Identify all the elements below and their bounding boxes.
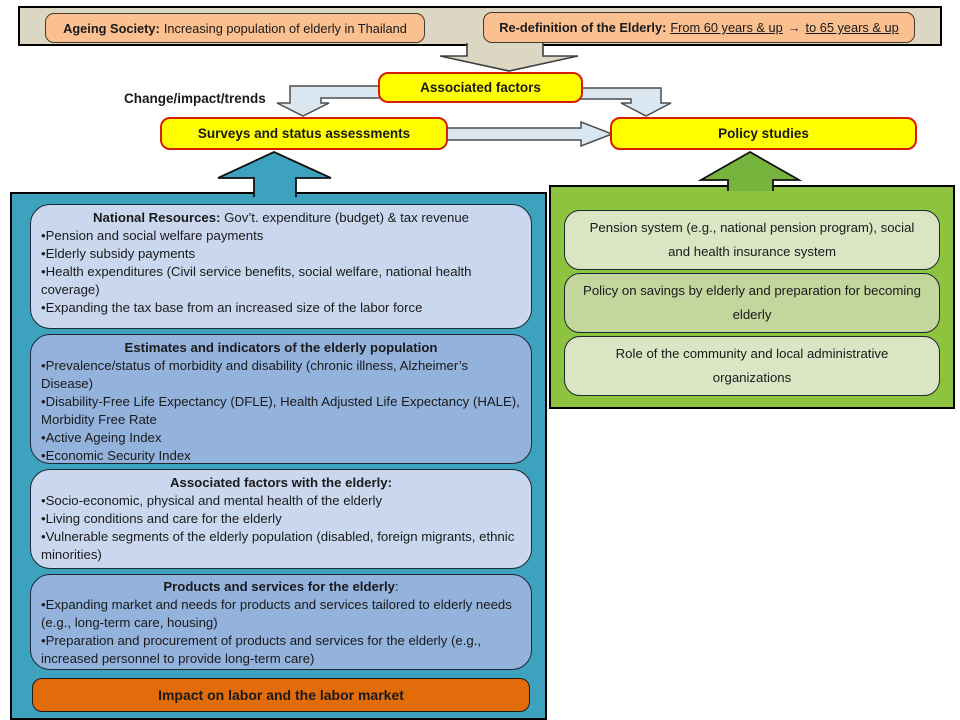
redefinition-title: Re-definition of the Elderly:: [499, 20, 667, 35]
national-resources-title: National Resources: Gov’t. expenditure (budget) & tax revenue: [92, 210, 470, 225]
bullet-line: •Socio-economic, physical and mental health of the elderly: [41, 493, 383, 508]
bullet-line: •Vulnerable segments of the elderly population (disabled, foreign migrants, ethnic minorities): [41, 529, 515, 562]
ageing-society-box: [45, 13, 425, 43]
bullet-line: •Disability-Free Life Expectancy (DFLE), Health Adjusted Life Expectancy (HALE), Morbidity Free Rate: [41, 394, 520, 427]
products-services-box: [30, 574, 532, 670]
down-arrow-band-to-associated: [440, 43, 578, 71]
national-resources-box: [30, 204, 532, 329]
bullet-line: •Elderly subsidy payments: [41, 246, 196, 261]
impact-labor-box: [32, 678, 530, 712]
surveys-panel: [10, 192, 547, 720]
bullet-line: •Expanding the tax base from an increased size of the labor force: [41, 300, 423, 315]
impact-labor-label: Impact on labor and the labor market: [158, 687, 404, 703]
right-arrow-icon: →: [787, 20, 801, 35]
products-services-title: Products and services for the elderly:: [163, 579, 399, 594]
bullet-line: •Health expenditures (Civil service benefits, social welfare, national health coverage): [41, 264, 472, 297]
redefinition-from: From 60 years & up: [670, 20, 783, 35]
bullet-line: •Expanding market and needs for products and services tailored to elderly needs (e.g., long-term care, housing): [41, 597, 512, 630]
bent-arrow-to-surveys: [277, 86, 385, 116]
bullet-line: •Living conditions and care for the elderly: [41, 511, 282, 526]
associated-factors-box: Associated factors: [378, 72, 583, 103]
bullet-line: •Preparation and procurement of products and services for the elderly (e.g., increased personnel to provide long-term care): [41, 633, 482, 666]
bullet-line: •Economic Security Index: [41, 448, 191, 463]
bent-arrow-to-policy: [576, 88, 671, 116]
associated-factors-elderly-box: [30, 469, 532, 569]
community-role-box: Role of the community and local administrative organizations: [564, 336, 940, 396]
policy-studies-box: Policy studies: [610, 117, 917, 150]
estimates-indicators-box: [30, 334, 532, 464]
arrow-surveys-to-policy: [444, 122, 612, 146]
savings-policy-box: Policy on savings by elderly and preparation for becoming elderly: [564, 273, 940, 333]
estimates-indicators-title: Estimates and indicators of the elderly population: [124, 340, 438, 355]
bullet-line: •Pension and social welfare payments: [41, 228, 264, 243]
ageing-society-title: Ageing Society:: [63, 20, 160, 36]
bullet-line: •Prevalence/status of morbidity and disability (chronic illness, Alzheimer’s Disease): [41, 358, 469, 391]
up-arrow-surveys-panel: [218, 152, 331, 197]
change-impact-trends-label: Change/impact/trends: [124, 91, 266, 106]
policy-panel: [549, 185, 955, 409]
pension-system-box: Pension system (e.g., national pension program), social and health insurance system: [564, 210, 940, 270]
redefinition-to: to 65 years & up: [805, 20, 899, 35]
redefinition-box: [483, 12, 915, 43]
bullet-line: •Active Ageing Index: [41, 430, 162, 445]
surveys-box: Surveys and status assessments: [160, 117, 448, 150]
associated-factors-elderly-title: Associated factors with the elderly:: [169, 475, 393, 490]
ageing-society-text: Increasing population of elderly in Thailand: [163, 20, 407, 36]
